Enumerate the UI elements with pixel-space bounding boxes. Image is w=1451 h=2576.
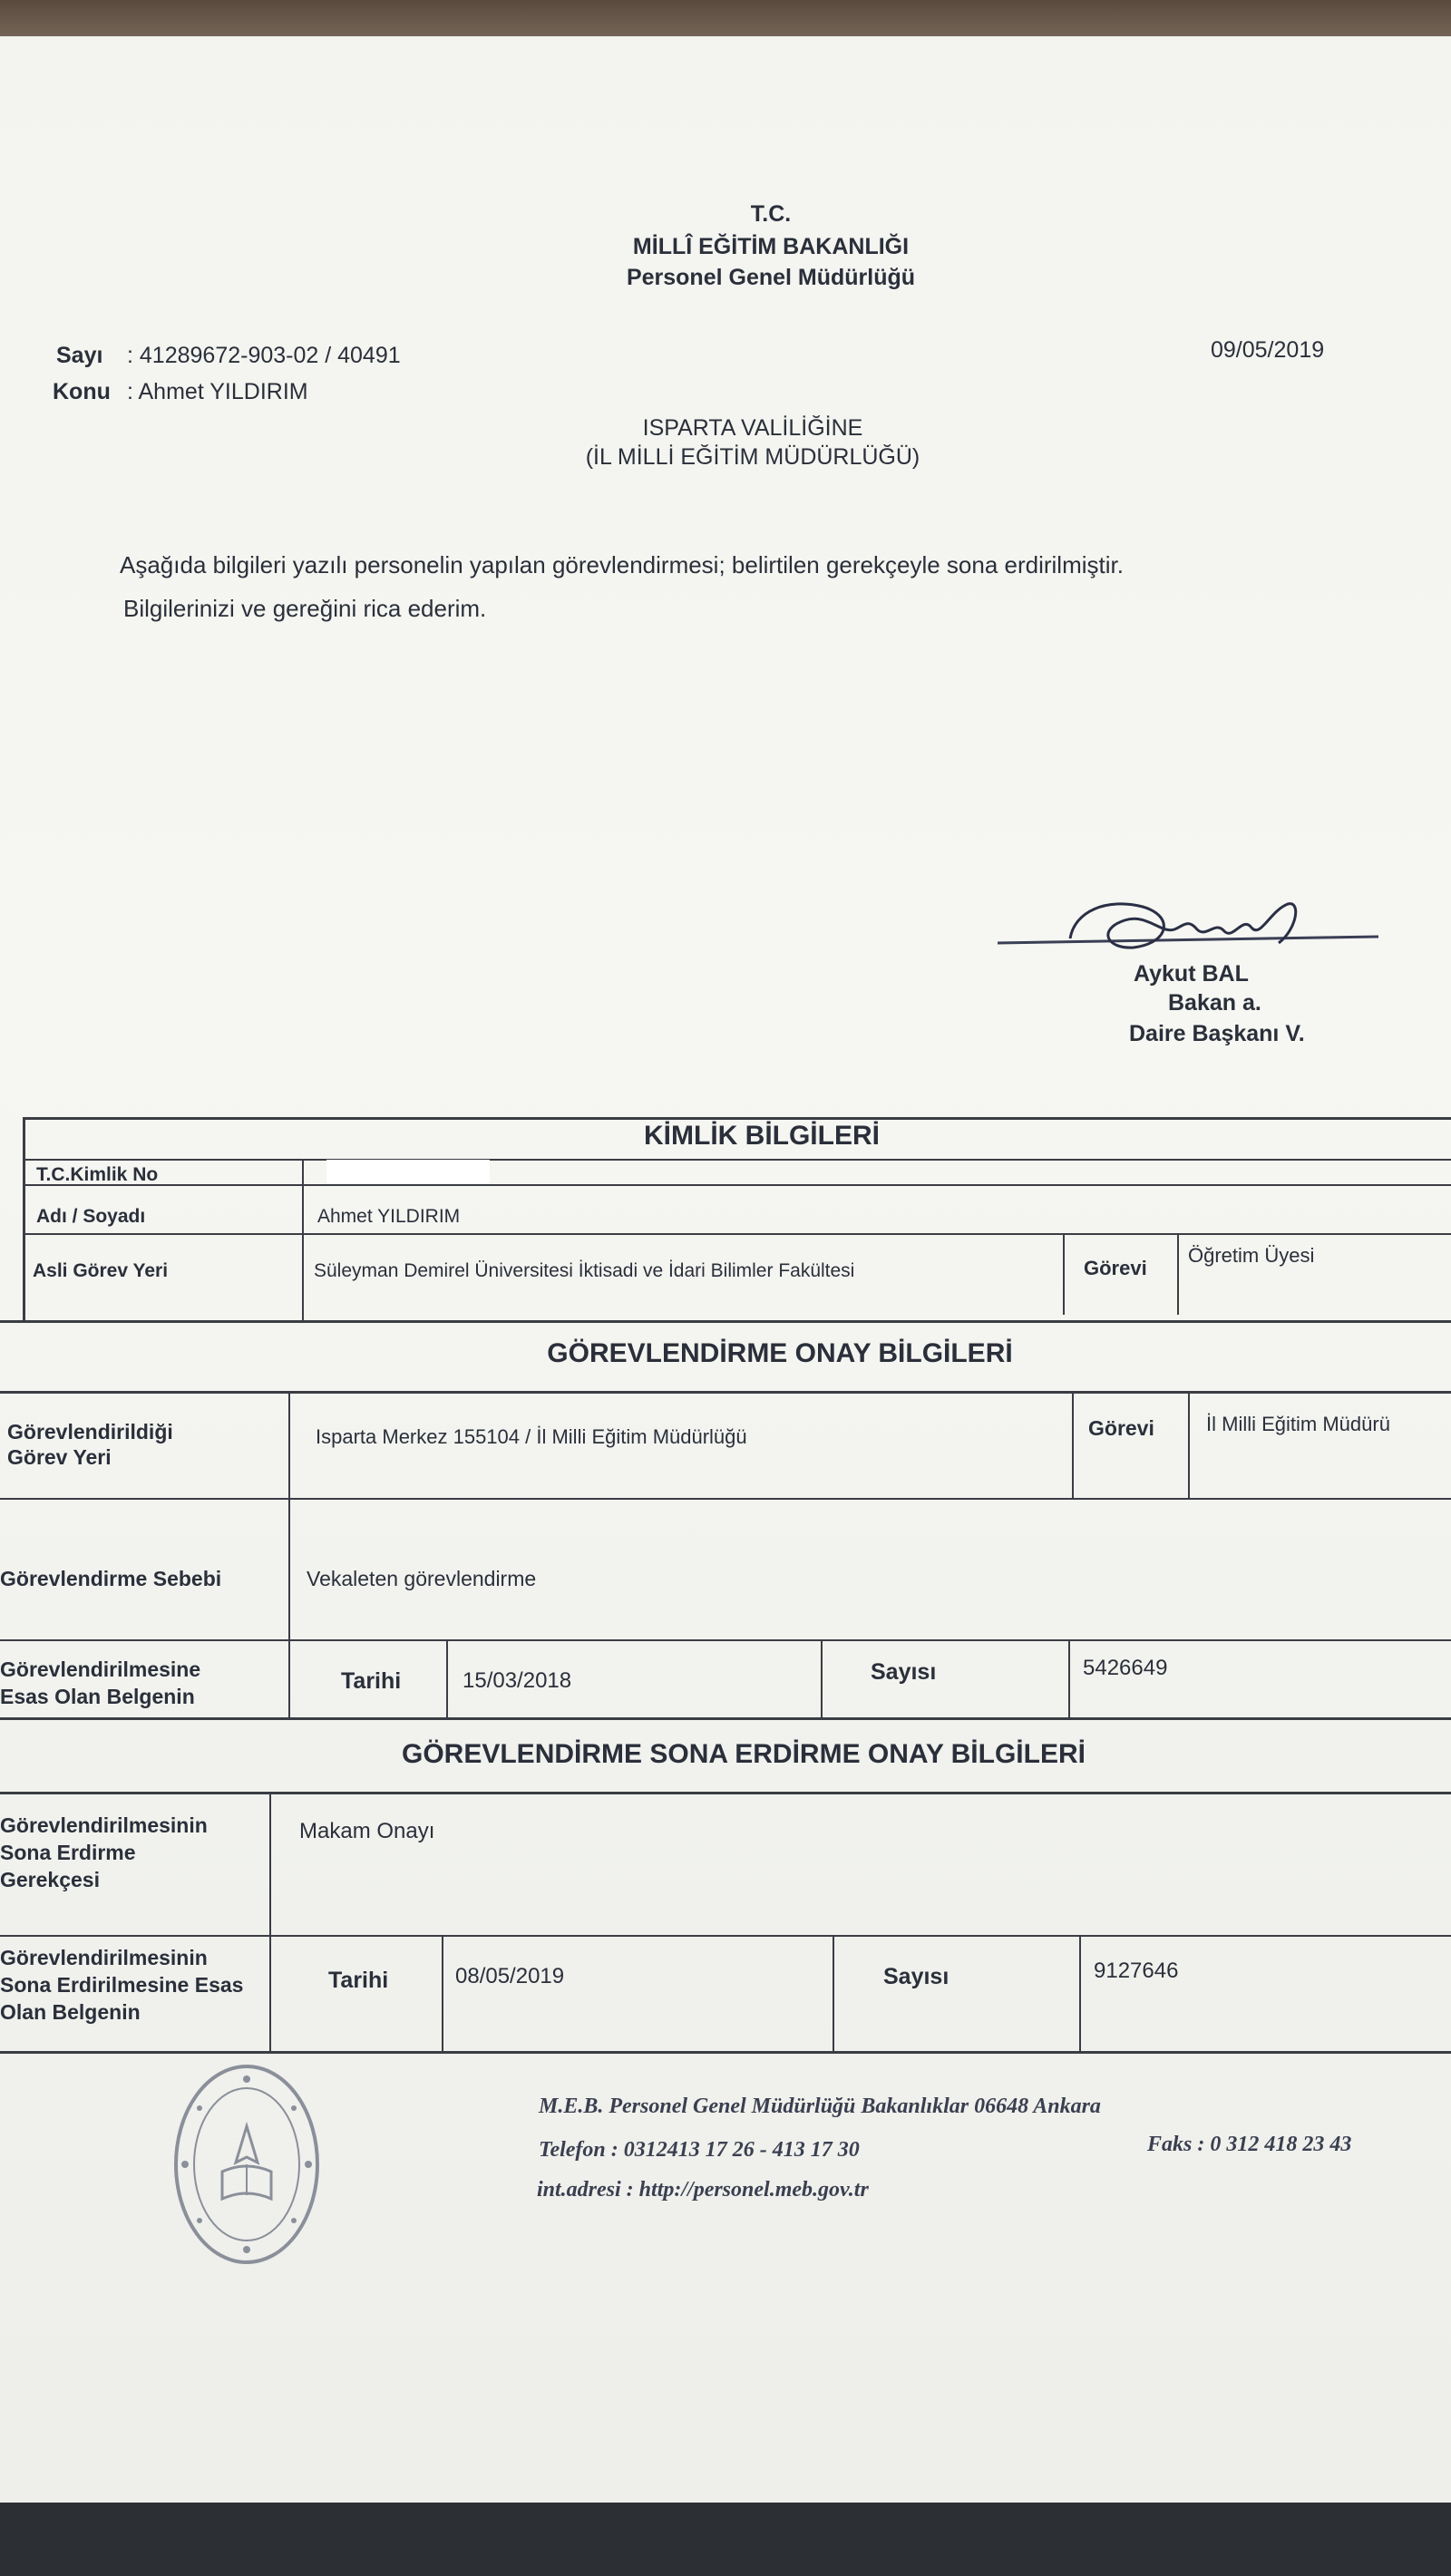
sona-sayisi-label: Sayısı bbox=[883, 1964, 949, 1989]
sayi-label: Sayı bbox=[56, 343, 103, 368]
sona-tarihi-label: Tarihi bbox=[328, 1968, 389, 1993]
signatory-title2: Daire Başkanı V. bbox=[1129, 1021, 1305, 1046]
asli-value: Süleyman Demirel Üniversitesi İktisadi ve İdari Bilimler Fakültesi bbox=[314, 1260, 855, 1281]
body-line1: Aşağıda bilgileri yazılı personelin yapılan görevlendirmesi; belirtilen gerekçeyle sona erdirilmiştir. bbox=[120, 551, 1124, 578]
document-date: 09/05/2019 bbox=[1211, 337, 1325, 363]
footer-web: int.adresi : http://personel.meb.gov.tr bbox=[537, 2178, 869, 2202]
onay-gorevi-label: Görevi bbox=[1088, 1416, 1154, 1440]
tc-redaction bbox=[326, 1160, 490, 1183]
footer-telefon: Telefon : 0312413 17 26 - 413 17 30 bbox=[539, 2138, 860, 2162]
sona-belge-label1: Görevlendirilmesinin bbox=[0, 1946, 208, 1969]
footer-address: M.E.B. Personel Genel Müdürlüğü Bakanlıklar 06648 Ankara bbox=[539, 2095, 1101, 2118]
onay-tarihi-label: Tarihi bbox=[341, 1668, 402, 1694]
konu-value: : Ahmet YILDIRIM bbox=[127, 379, 308, 404]
body-line2: Bilgilerinizi ve gereğini rica ederim. bbox=[123, 595, 487, 622]
table-top-border bbox=[23, 1117, 1451, 1120]
onay-yer-label2: Görev Yeri bbox=[7, 1445, 112, 1469]
sona-gerekce-label3: Gerekçesi bbox=[0, 1868, 100, 1891]
onay-title: GÖREVLENDİRME ONAY BİLGİLERİ bbox=[547, 1338, 1013, 1368]
signatory-name: Aykut BAL bbox=[1134, 961, 1249, 987]
sayi-value: : 41289672-903-02 / 40491 bbox=[127, 343, 401, 368]
kimlik-gorevi-label: Görevi bbox=[1084, 1257, 1147, 1279]
header-directorate: Personel Genel Müdürlüğü bbox=[626, 265, 916, 290]
onay-yer-value: Isparta Merkez 155104 / İl Milli Eğitim Müdürlüğü bbox=[316, 1425, 747, 1448]
table-left-border bbox=[23, 1117, 25, 1322]
onay-sebep-label: Görevlendirme Sebebi bbox=[0, 1567, 222, 1590]
kimlik-title: KİMLİK BİLGİLERİ bbox=[644, 1121, 880, 1151]
onay-sebep-value: Vekaleten görevlendirme bbox=[307, 1567, 537, 1590]
tc-label: T.C.Kimlik No bbox=[36, 1164, 159, 1185]
addressee-line1: ISPARTA VALİLİĞİNE bbox=[642, 415, 863, 441]
onay-sayisi-label: Sayısı bbox=[871, 1659, 937, 1685]
ad-label: Adı / Soyadı bbox=[36, 1206, 146, 1227]
kimlik-gorevi-value: Öğretim Üyesi bbox=[1188, 1244, 1315, 1267]
sona-title: GÖREVLENDİRME SONA ERDİRME ONAY BİLGİLERİ bbox=[402, 1739, 1086, 1769]
background-bottom bbox=[0, 2503, 1451, 2576]
sona-tarihi-value: 08/05/2019 bbox=[455, 1964, 565, 1988]
onay-tarihi-value: 15/03/2018 bbox=[463, 1668, 572, 1693]
sona-belge-label2: Sona Erdirilmesine Esas bbox=[0, 1973, 244, 1997]
onay-gorevi-value: İl Milli Eğitim Müdürü bbox=[1206, 1413, 1390, 1435]
asli-label: Asli Görev Yeri bbox=[33, 1260, 169, 1281]
signatory-title1: Bakan a. bbox=[1168, 990, 1261, 1016]
sona-sayisi-value: 9127646 bbox=[1094, 1959, 1179, 1983]
konu-label: Konu bbox=[53, 379, 111, 404]
onay-yer-label1: Görevlendirildiği bbox=[7, 1420, 173, 1444]
ministry-seal bbox=[172, 2063, 322, 2267]
sona-gerekce-label2: Sona Erdirme bbox=[0, 1841, 136, 1864]
footer-faks: Faks : 0 312 418 23 43 bbox=[1147, 2133, 1352, 2156]
sona-gerekce-label1: Görevlendirilmesinin bbox=[0, 1813, 208, 1837]
header-tc: T.C. bbox=[750, 201, 792, 227]
sona-belge-label3: Olan Belgenin bbox=[0, 2000, 141, 2024]
onay-sayisi-value: 5426649 bbox=[1083, 1656, 1168, 1680]
onay-belge-label2: Esas Olan Belgenin bbox=[0, 1685, 195, 1708]
onay-belge-label1: Görevlendirilmesine bbox=[0, 1657, 201, 1681]
addressee-line2: (İL MİLLİ EĞİTİM MÜDÜRLÜĞÜ) bbox=[585, 444, 920, 470]
sona-gerekce-value: Makam Onayı bbox=[299, 1819, 435, 1843]
header-ministry: MİLLÎ EĞİTİM BAKANLIĞI bbox=[632, 234, 910, 259]
ad-value: Ahmet YILDIRIM bbox=[317, 1206, 461, 1227]
